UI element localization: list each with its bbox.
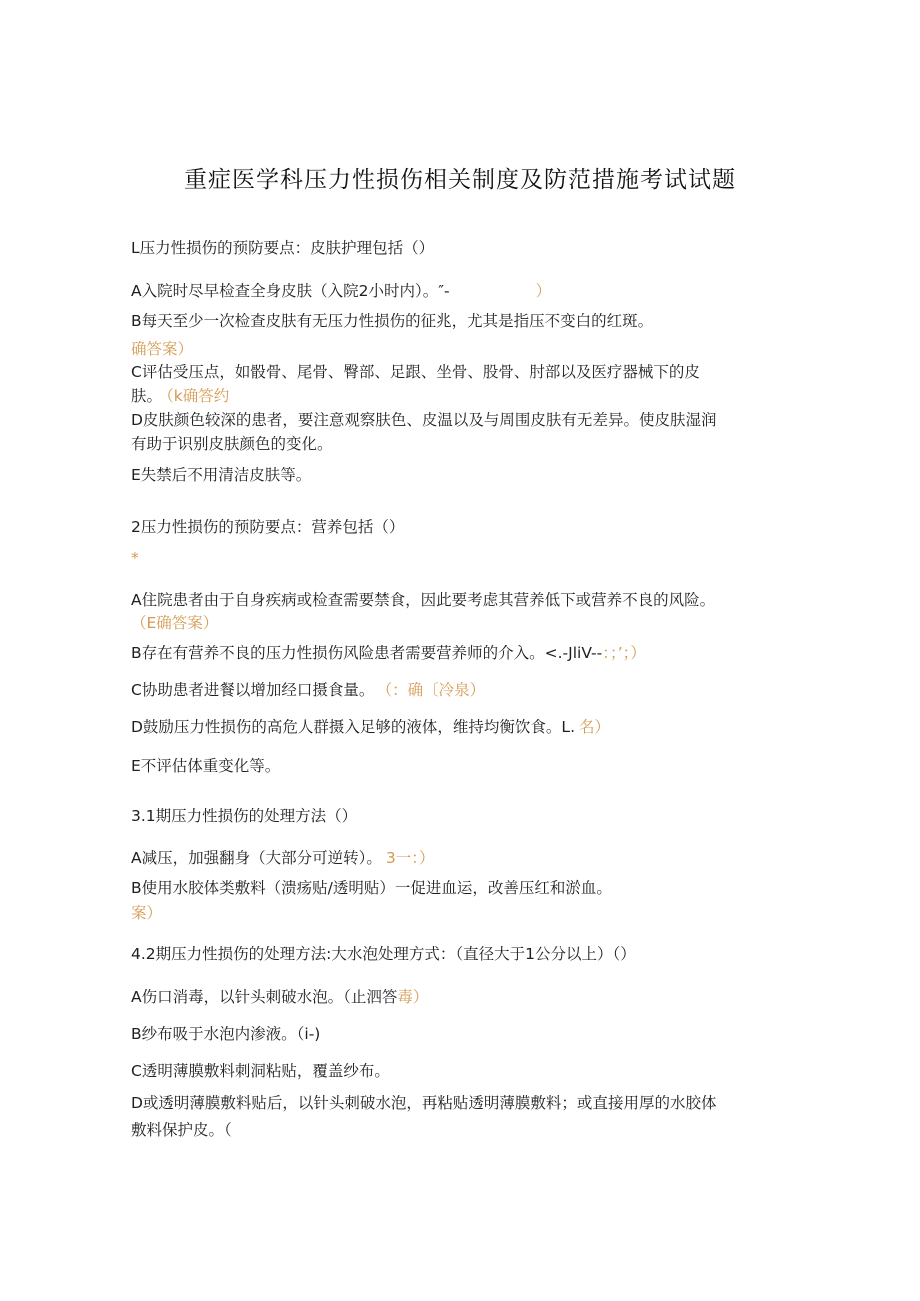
option-1a	[131, 281, 551, 301]
answer-mark: 3一：）	[385, 849, 435, 867]
option-text: D鼓励压力性损伤的高危人群摄入足够的液体，维持均衡饮食。L.	[131, 718, 575, 736]
answer-mark: 毒）	[397, 988, 429, 1006]
option-text: 肤。	[131, 387, 163, 405]
option-1d	[131, 410, 716, 430]
answer-mark: 名）	[579, 718, 611, 736]
question-text: 2压力性损伤的预防要点：营养包括（）	[131, 518, 405, 536]
option-text: E不评估体重变化等。	[131, 757, 281, 775]
option-text: A住院患者由于自身疾病或检查需要禁食，因此要考虑其营养低下或营养不良的风险。	[131, 591, 716, 609]
option-text: D或透明薄膜敷料贴后，以针头刺破水泡，再粘贴透明薄膜敷料；或直接用厚的水胶体	[131, 1094, 717, 1112]
option-1c-cont	[131, 386, 229, 406]
answer-mark: *	[131, 549, 139, 567]
option-4b	[131, 1024, 320, 1044]
option-3a	[131, 848, 434, 868]
answer-line-1b	[131, 339, 193, 359]
answer-mark: ）	[535, 282, 552, 300]
answer-line-2	[131, 548, 139, 568]
option-2d	[131, 717, 610, 737]
answer-mark: （E确答案）	[131, 614, 219, 632]
answer-mark: 案）	[131, 904, 163, 922]
question-text: 4.2期压力性损伤的处理方法:大水泡处理方式：（直径大于1公分以上）（）	[131, 945, 636, 963]
option-text: 敷料保护皮。（	[131, 1121, 232, 1139]
question-text: L压力性损伤的预防要点：皮肤护理包括（）	[131, 239, 435, 257]
answer-mark: 确答案）	[131, 340, 194, 358]
option-text: A减压，加强翻身（大部分可逆转）。	[131, 849, 382, 867]
answer-mark: （k确答约	[166, 387, 230, 405]
option-4c	[131, 1061, 390, 1081]
answer-line-2a	[131, 613, 218, 633]
question-2	[131, 517, 404, 537]
option-4a	[131, 987, 428, 1007]
option-text: E失禁后不用清洁皮肤等。	[131, 466, 312, 484]
option-text: A伤口消毒，以针头刺破水泡。（止泗答	[131, 988, 398, 1006]
option-text: A入院时尽早检查全身皮肤（入院2小时内）。″-	[131, 282, 450, 300]
question-4	[131, 944, 636, 964]
question-text: 3.1期压力性损伤的处理方法（）	[131, 807, 358, 825]
option-text: B使用水胶体类敷料（溃疡贴/透明贴）一促进血运，改善压红和淤血。	[131, 879, 612, 897]
option-1c	[131, 362, 700, 382]
option-text: 有助于识别皮肤颜色的变化。	[131, 435, 333, 453]
option-text: C评估受压点，如骰骨、尾骨、臀部、足跟、坐骨、股骨、肘部以及医疗器械下的皮	[131, 363, 700, 381]
question-1	[131, 238, 434, 258]
option-2b	[131, 643, 646, 663]
answer-line-3b	[131, 903, 162, 923]
option-1e	[131, 465, 311, 485]
answer-mark: （：确〔冷泉）	[384, 681, 486, 699]
option-2e	[131, 756, 280, 776]
question-3	[131, 806, 357, 826]
option-4d	[131, 1093, 716, 1113]
document-title: 重症医学科压力性损伤相关制度及防范措施考试试题	[184, 167, 736, 193]
option-text: D皮肤颜色较深的患者，要注意观察肤色、皮温以及与周围皮肤有无差异。使皮肤湿润	[131, 411, 717, 429]
option-4d-cont	[131, 1120, 232, 1140]
option-text: B存在有营养不良的压力性损伤风险患者需要营养师的介入。<.-JliV--	[131, 644, 603, 662]
option-text: B每天至少一次检查皮肤有无压力性损伤的征兆，尤其是指压不变白的红斑。	[131, 312, 654, 330]
option-text: B纱布吸于水泡内渗液。（i-)	[131, 1025, 321, 1043]
option-3b	[131, 878, 612, 898]
option-text: C协助患者进餐以增加经口摄食量。	[131, 681, 375, 699]
option-text: C透明薄膜敷料刺洞粘贴，覆盖纱布。	[131, 1062, 390, 1080]
option-1d-cont	[131, 434, 333, 454]
option-1b	[131, 311, 653, 331]
option-2a	[131, 590, 715, 610]
answer-mark: ：；’；）	[602, 644, 646, 662]
option-2c	[131, 680, 485, 700]
